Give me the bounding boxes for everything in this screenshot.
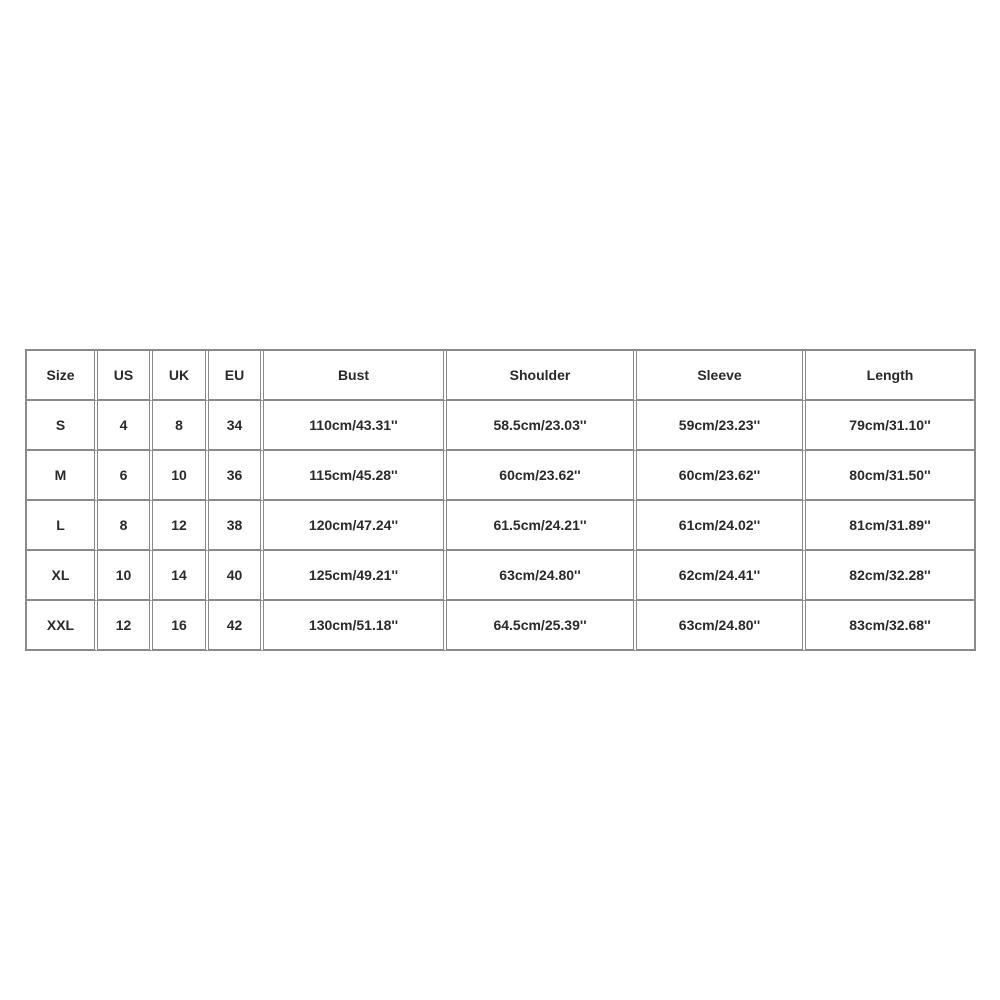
cell-length: 81cm/31.89''	[806, 501, 976, 551]
cell-length: 79cm/31.10''	[806, 401, 976, 451]
cell-eu: 40	[209, 551, 264, 601]
cell-sleeve: 61cm/24.02''	[637, 501, 806, 551]
cell-uk: 14	[153, 551, 209, 601]
table-row	[27, 601, 976, 651]
header-size: Size	[27, 351, 98, 401]
header-bust: Bust	[264, 351, 447, 401]
cell-eu: 42	[209, 601, 264, 651]
cell-sleeve: 60cm/23.62''	[637, 451, 806, 501]
cell-sleeve: 59cm/23.23''	[637, 401, 806, 451]
cell-shoulder: 64.5cm/25.39''	[447, 601, 637, 651]
cell-us: 8	[98, 501, 153, 551]
cell-eu: 36	[209, 451, 264, 501]
cell-size: XL	[27, 551, 98, 601]
cell-us: 12	[98, 601, 153, 651]
header-eu: EU	[209, 351, 264, 401]
cell-shoulder: 63cm/24.80''	[447, 551, 637, 601]
header-us: US	[98, 351, 153, 401]
cell-shoulder: 60cm/23.62''	[447, 451, 637, 501]
cell-eu: 38	[209, 501, 264, 551]
cell-size: M	[27, 451, 98, 501]
cell-size: L	[27, 501, 98, 551]
table-row	[27, 451, 976, 501]
cell-us: 6	[98, 451, 153, 501]
cell-length: 83cm/32.68''	[806, 601, 976, 651]
cell-bust: 115cm/45.28''	[264, 451, 447, 501]
header-uk: UK	[153, 351, 209, 401]
table-row	[27, 401, 976, 451]
cell-length: 82cm/32.28''	[806, 551, 976, 601]
header-shoulder: Shoulder	[447, 351, 637, 401]
size-chart-table	[25, 349, 976, 651]
cell-uk: 8	[153, 401, 209, 451]
cell-bust: 125cm/49.21''	[264, 551, 447, 601]
table-row	[27, 551, 976, 601]
header-sleeve: Sleeve	[637, 351, 806, 401]
cell-length: 80cm/31.50''	[806, 451, 976, 501]
cell-bust: 120cm/47.24''	[264, 501, 447, 551]
cell-us: 10	[98, 551, 153, 601]
cell-us: 4	[98, 401, 153, 451]
cell-size: XXL	[27, 601, 98, 651]
cell-sleeve: 63cm/24.80''	[637, 601, 806, 651]
header-length: Length	[806, 351, 976, 401]
cell-sleeve: 62cm/24.41''	[637, 551, 806, 601]
cell-uk: 16	[153, 601, 209, 651]
cell-shoulder: 58.5cm/23.03''	[447, 401, 637, 451]
cell-uk: 12	[153, 501, 209, 551]
cell-shoulder: 61.5cm/24.21''	[447, 501, 637, 551]
table-row	[27, 501, 976, 551]
cell-eu: 34	[209, 401, 264, 451]
cell-uk: 10	[153, 451, 209, 501]
header-row	[27, 351, 976, 401]
cell-size: S	[27, 401, 98, 451]
cell-bust: 110cm/43.31''	[264, 401, 447, 451]
cell-bust: 130cm/51.18''	[264, 601, 447, 651]
